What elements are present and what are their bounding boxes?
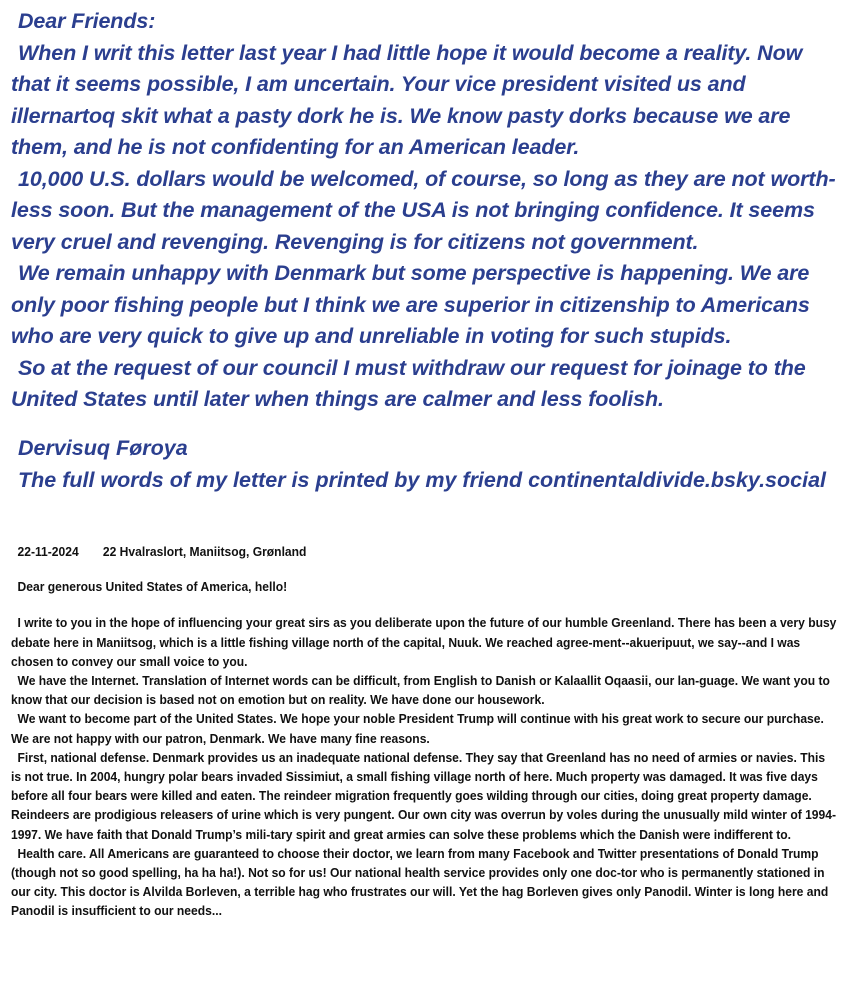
letter-paragraph: We want to become part of the United States. We hope your noble President Trump will continue with his great work to secure our purchase. We are not happy with our patron, Denmark. We have many fine reasons.: [11, 711, 824, 746]
letter-paragraph: Health care. All Americans are guaranteed to choose their doctor, we learn from many Facebook and Twitter presentations of Donald Trump (though not so good spelling, ha ha ha!). Not so for us! Our national health service provides only one doc-tor who is permanently stationed in our city. This doctor is Alvilda Borleven, a terrible hag who frustrates our will. Yet the hag Borleven gives only Panodil. Winter is long here and Panodil is insufficient to our needs...: [11, 845, 829, 919]
reply-paragraph: So at the request of our council I must withdraw our request for joinage to the United States until later when things are calmer and less foolish.: [11, 355, 806, 411]
reply-paragraph: When I writ this letter last year I had little hope it would become a reality. Now that it seems possible, I am uncertain. Your vice president visited us and illernartoq skit what a pasty dork he is. We know pasty dorks because we are them, and he is not confidenting for an American leader.: [11, 40, 803, 159]
letter-body: [11, 613, 837, 920]
reply-greeting: Dear Friends:: [18, 9, 156, 33]
signature-name: Dervisuq Føroya: [18, 436, 188, 460]
letter-paragraph: We have the Internet. Translation of Internet words can be difficult, from English to Danish or Kalaallit Oqaasii, our lan-guage. We want you to know that our decision is based not on emotion but on reality. We have done our housework.: [11, 673, 830, 708]
signature-note: The full words of my letter is printed by my friend continentaldivide.bsky.social: [18, 467, 827, 492]
reply-letter: [11, 6, 841, 416]
signature-block: [18, 433, 826, 496]
letter-header: [18, 542, 837, 561]
reply-paragraph: 10,000 U.S. dollars would be welcomed, of course, so long as they are not worth-less soon. But the management of the USA is not bringing confidence. It seems very cruel and revenging. Revenging is for citizens not government.: [11, 166, 836, 254]
letter-salutation: Dear generous United States of America, hello!: [17, 579, 288, 595]
original-letter: [11, 542, 837, 921]
reply-paragraph: We remain unhappy with Denmark but some perspective is happening. We are only poor fishing people but I think we are superior in citizenship to Americans who are very quick to give up and unreliable in voting for such stupids.: [11, 261, 810, 348]
letter-address: 22 Hvalraslort, Maniitsog, Grønland: [102, 544, 307, 559]
letter-date: 22-11-2024: [17, 544, 79, 559]
letter-paragraph: First, national defense. Denmark provides us an inadequate national defense. They say that Greenland has no need of armies or navies. This is not true. In 2004, hungry polar bears invaded Sissimiut, a small fishing village north of here. Much property was damaged. It was five days before all four bears were killed and eaten. The reindeer migration frequently goes wilding through our cities, doing great property damage. Reindeers are prodigious releasers of urine which is very pungent. Our own city was overrun by voles during the unusually mild winter of 1994-1997. We have faith that Donald Trump’s mili-tary spirit and great armies can solve these problems which the Danish were indifferent to.: [11, 749, 837, 842]
letter-paragraph: I write to you in the hope of influencing your great sirs as you deliberate upon the future of our humble Greenland. There has been a very busy debate here in Maniitsog, which is a little fishing village north of the capital, Nuuk. We reached agree-ment--akueripuut, we say--and I was chosen to convey our small voice to you.: [11, 615, 837, 669]
